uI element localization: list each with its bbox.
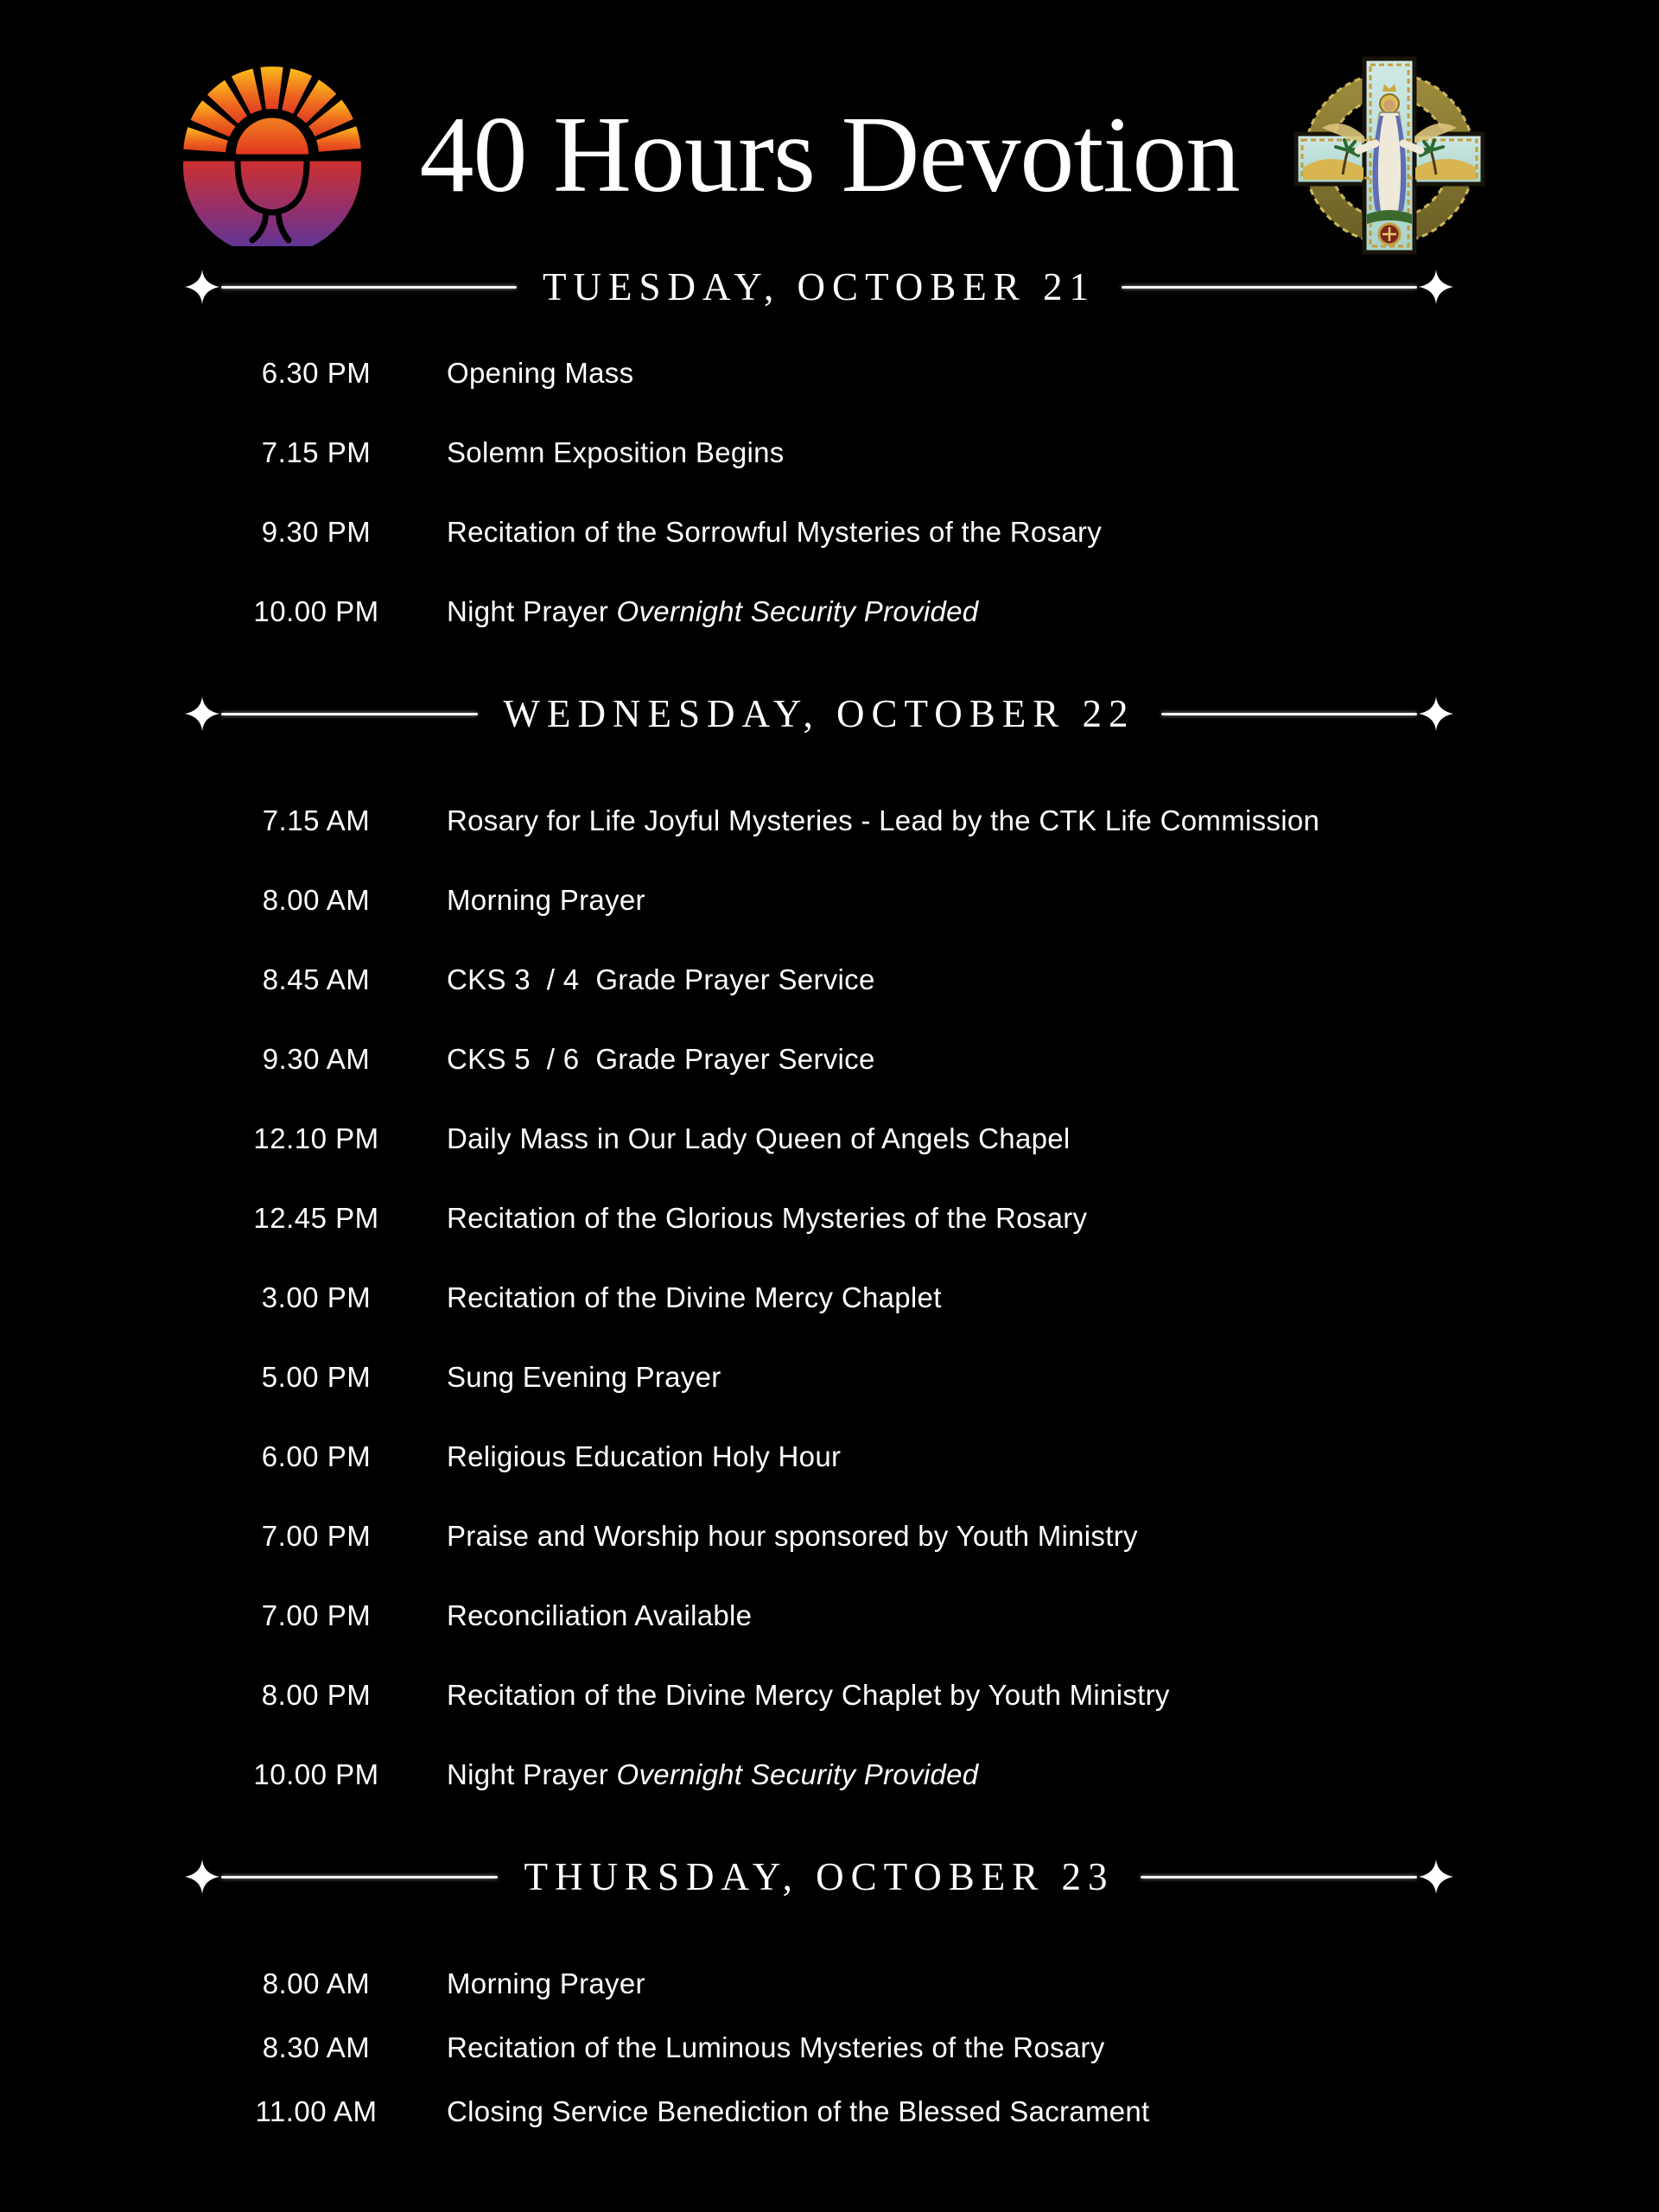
day-rows [0,802,1659,1794]
event-time: 8.30 AM [262,2031,371,2063]
event-text: Opening Mass [447,357,634,389]
event-text: Solemn Exposition Begins [447,436,785,468]
event-note: Overnight Security Provided [616,1758,979,1790]
event-row [0,881,1659,919]
event-row [0,1756,1659,1794]
event-text: Recitation of the Divine Mercy Chaplet [447,1281,942,1313]
event-row [0,1517,1659,1555]
event-time: 7.00 PM [261,1599,372,1631]
event-text: Rosary for Life Joyful Mysteries - Lead by the CTK Life Commission [447,804,1320,836]
stained-glass-cross-icon [1291,54,1488,257]
event-row [0,1676,1659,1714]
event-text: CKS 5 / 6 Grade Prayer Service [447,1043,875,1075]
event-time: 9.30 AM [262,1043,371,1075]
sparkle-icon [183,695,221,733]
day-section-thursday [0,1849,1659,2131]
sparkle-icon [1417,268,1455,306]
chalice-sunburst-icon [176,65,368,246]
masthead [0,0,1659,259]
event-text: Daily Mass in Our Lady Queen of Angels Chapel [447,1122,1071,1154]
sparkle-icon [1417,695,1455,733]
event-row [0,1597,1659,1635]
event-text: Morning Prayer [447,1967,645,1999]
sparkle-icon [183,1858,221,1896]
event-text: Sung Evening Prayer [447,1361,721,1393]
event-text: Praise and Worship hour sponsored by Youth Ministry [447,1520,1138,1552]
event-time: 10.00 PM [253,1758,379,1790]
divider-line [1122,286,1417,289]
event-time: 7.15 PM [261,436,372,468]
schedule [0,259,1659,2131]
event-text: Night Prayer Overnight Security Provided [447,595,979,627]
day-rows [0,354,1659,631]
day-rows [0,1965,1659,2131]
event-row [0,1199,1659,1237]
event-text: CKS 3 / 4 Grade Prayer Service [447,963,875,995]
event-row [0,1120,1659,1158]
event-row [0,2029,1659,2067]
divider-line [1141,1876,1417,1878]
event-time: 5.00 PM [261,1361,372,1393]
event-time: 12.45 PM [253,1202,379,1234]
day-section-wednesday [0,686,1659,1794]
divider-line [1161,713,1418,715]
event-row [0,802,1659,840]
event-time: 6.30 PM [261,357,372,389]
day-label: THURSDAY, OCTOBER 23 [524,1855,1115,1898]
event-text: Recitation of the Divine Mercy Chaplet by Youth Ministry [447,1679,1170,1711]
event-time: 11.00 AM [255,2095,378,2127]
event-row [0,1358,1659,1396]
event-row [0,1040,1659,1078]
event-text: Religious Education Holy Hour [447,1440,842,1472]
day-label: WEDNESDAY, OCTOBER 22 [503,692,1135,735]
sparkle-icon [183,268,221,306]
event-time: 8.00 AM [262,1967,371,1999]
event-row [0,1965,1659,2003]
event-row [0,1279,1659,1317]
day-header [183,1849,1455,1904]
event-time: 7.00 PM [261,1520,372,1552]
event-row [0,2093,1659,2131]
event-time: 7.15 AM [262,804,371,836]
event-row [0,593,1659,631]
event-row [0,961,1659,999]
divider-line [221,713,478,715]
divider-line [221,1876,498,1878]
day-label: TUESDAY, OCTOBER 21 [543,265,1096,308]
event-text: Recitation of the Luminous Mysteries of the Rosary [447,2031,1105,2063]
event-text: Morning Prayer [447,884,645,916]
event-time: 8.00 AM [262,884,371,916]
event-note: Overnight Security Provided [616,595,979,627]
event-row [0,434,1659,472]
event-time: 12.10 PM [253,1122,379,1154]
event-text: Recitation of the Sorrowful Mysteries of the Rosary [447,516,1103,548]
event-text: Recitation of the Glorious Mysteries of the Rosary [447,1202,1088,1234]
event-time: 3.00 PM [261,1281,372,1313]
event-time: 10.00 PM [253,595,379,627]
event-text: Closing Service Benediction of the Blessed Sacrament [447,2095,1150,2127]
event-row [0,354,1659,392]
sparkle-icon [1417,1858,1455,1896]
event-row [0,1438,1659,1476]
event-text: Night Prayer Overnight Security Provided [447,1758,979,1790]
event-time: 6.00 PM [261,1440,372,1472]
event-row [0,513,1659,551]
page-title: 40 Hours Devotion [419,95,1240,215]
event-time: 9.30 PM [261,516,372,548]
event-time: 8.45 AM [262,963,371,995]
day-header [183,686,1455,741]
day-section-tuesday [0,259,1659,631]
day-header [183,259,1455,315]
event-text: Reconciliation Available [447,1599,753,1631]
divider-line [221,286,517,289]
event-time: 8.00 PM [261,1679,372,1711]
